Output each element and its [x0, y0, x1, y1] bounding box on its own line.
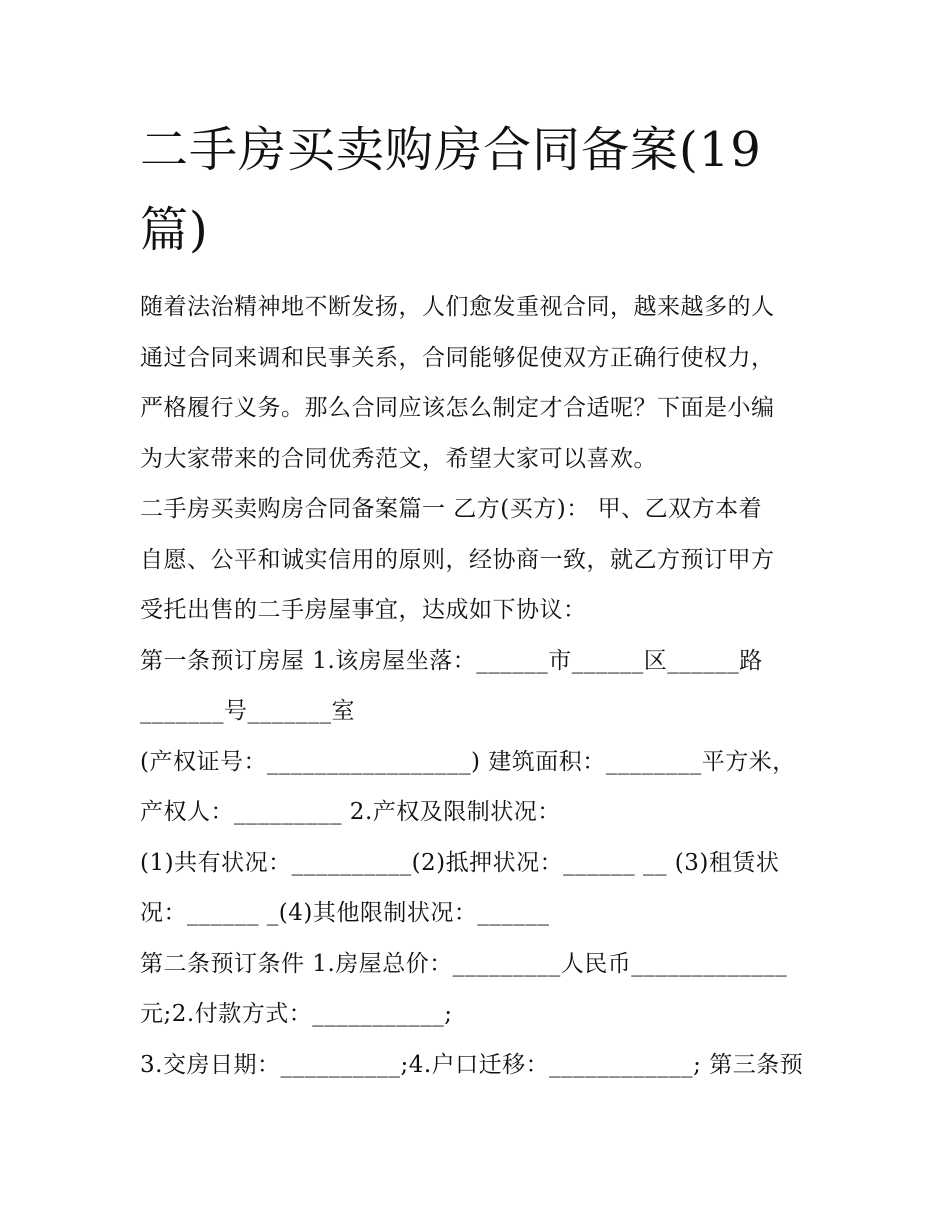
text-line: 通过合同来调和民事关系，合同能够促使双方正确行使权力，: [140, 344, 775, 371]
text-line: 3.交房日期：__________;4.户口迁移：____________; 第三条预: [140, 1051, 804, 1078]
text-line: 严格履行义务。那么合同应该怎么制定才合适呢？下面是小编: [140, 395, 775, 421]
article-one-paragraph: [140, 636, 820, 939]
title-line-2: 篇): [140, 202, 209, 258]
text-line: 元;2.付款方式：___________;: [140, 1001, 453, 1027]
text-line: 自愿、公平和诚实信用的原则，经协商一致，就乙方预订甲方: [140, 546, 775, 573]
intro-paragraph: [140, 282, 820, 484]
text-line: 随着法治精神地不断发扬，人们愈发重视合同，越来越多的人: [140, 294, 775, 320]
article-two-paragraph: [140, 939, 820, 1091]
text-line: 第二条预订条件 1.房屋总价：_________人民币_____________: [140, 950, 788, 977]
section-one-paragraph: [140, 484, 820, 636]
text-line: 为大家带来的合同优秀范文，希望大家可以喜欢。: [140, 445, 657, 472]
text-line: 况：______ _(4)其他限制状况：______: [140, 900, 550, 926]
text-line: _______号_______室: [140, 698, 355, 724]
text-line: 受托出售的二手房屋事宜，达成如下协议：: [140, 597, 587, 623]
text-line: 产权人：_________ 2.产权及限制状况：: [140, 799, 561, 825]
document-title: [140, 110, 820, 270]
text-line: (产权证号：_________________) 建筑面积：________平方米，: [140, 748, 796, 775]
text-line: 第一条预订房屋 1.该房屋坐落：______市______区______路: [140, 647, 763, 674]
text-line: (1)共有状况：__________(2)抵押状况：______ __ (3)租赁状: [140, 849, 780, 876]
title-line-1: 二手房买卖购房合同备案(19: [140, 122, 762, 178]
text-line: 二手房买卖购房合同备案篇一 乙方(买方)： 甲、乙双方本着: [140, 496, 763, 522]
document-page: [140, 110, 820, 1090]
